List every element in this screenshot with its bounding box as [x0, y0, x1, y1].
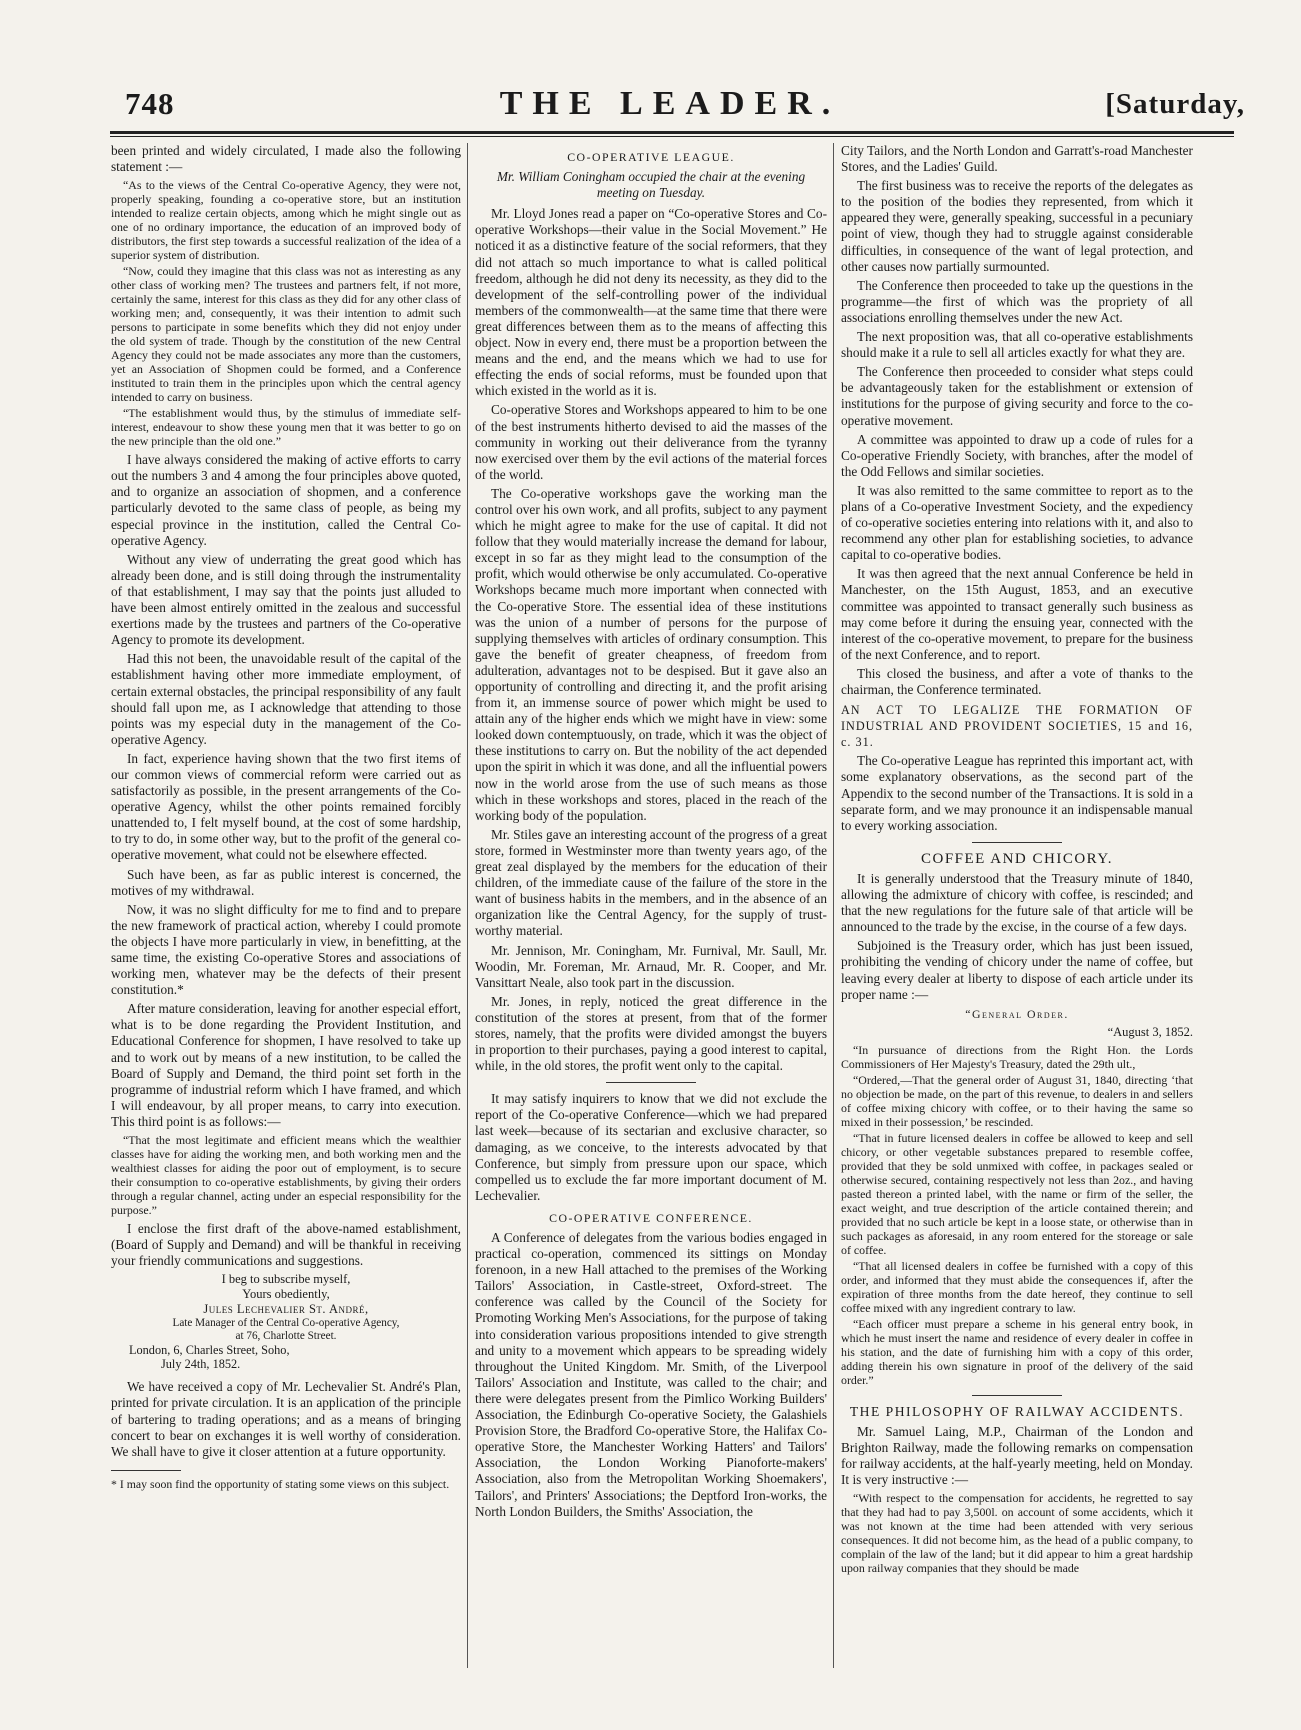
quote-paragraph: “As to the views of the Central Co-operative Agency, they were not, properly speaking, founding a co-operative store, but an institution intended to realize certain objects, among which he might single out as one of no ordinary importance, the education of an improved body of distributors, the first step towards a successful realization of the idea of a superior system of distribution.: [111, 178, 461, 263]
masthead-rule-thin: [110, 136, 1234, 137]
paragraph: Mr. Stiles gave an interesting account of the progress of a great store, formed in Westminster more than twenty years ago, of the great zeal displayed by the members for the education of their children, of the immediate cause of the failure of the store in the want of business habits in the members, and in the absence of an organization like the Central Agency, for the supply of trust-worthy material.: [475, 826, 827, 939]
masthead-rule: [110, 131, 1234, 134]
paragraph: Mr. Samuel Laing, M.P., Chairman of the London and Brighton Railway, made the following remarks on compensation for railway accidents, at the half-yearly meeting, held on Monday. It is very instructive :—: [841, 1423, 1193, 1488]
paragraph: I enclose the first draft of the above-named establishment, (Board of Supply and Demand) and will be thankful in receiving your friendly communications and suggestions.: [111, 1221, 461, 1269]
quote-paragraph: “That in future licensed dealers in coffee be allowed to keep and sell chicory, or other vegetable substances prepared to resemble coffee, provided that they be sold unmixed with coffee, in packages sealed or otherwise secured, containing respectively not less than 2oz., and having pasted thereon a printed label, with the name or firm of the seller, the exact weight, and true description of the article contained therein; and provided that no such article be kept in a loose state, or otherwise than in such packages as aforesaid, in any room entered for the storeage or sale of coffee.: [841, 1130, 1193, 1257]
paragraph: Such have been, as far as public interest is concerned, the motives of my withdrawal.: [111, 866, 461, 898]
quote-paragraph: “The establishment would thus, by the stimulus of immediate self-interest, endeavour to show these young men that it was better to go on the new principle than the old one.”: [111, 406, 461, 449]
paragraph: The Co-operative League has reprinted this important act, with some explanatory observations, as the second part of the Appendix to the second number of the Transactions. It is sold in a separate form, and we may pronounce it an indispensable manual to every working association.: [841, 753, 1193, 833]
quote-paragraph: “Ordered,—That the general order of August 31, 1840, directing ‘that no objection be made, on the part of this revenue, to dealers in and sellers of coffee mixing chicory with coffee, or to their having the same so mixed in their possession,’ be rescinded.: [841, 1072, 1193, 1129]
paragraph: The first business was to receive the reports of the delegates as to the position of the bodies they represented, from which it appeared they were, generally speaking, successful in a pecuniary point of view, though they had to struggle against considerable difficulties, in consequence of the want of legal protection, and other causes now partially surmounted.: [841, 178, 1193, 274]
column-divider-2: [833, 143, 834, 1668]
quote-paragraph: “That all licensed dealers in coffee be furnished with a copy of this order, and informed that they must abide the consequences if, after the expiration of three months from the date hereof, they continue to sell coffee mixed with any ingredient contrary to law.: [841, 1258, 1193, 1315]
newspaper-title: THE LEADER.: [499, 85, 841, 122]
paragraph: Subjoined is the Treasury order, which has just been issued, prohibiting the vending of chicory under the name of coffee, but leaving every dealer at liberty to dispose of each article under its proper name :—: [841, 938, 1193, 1002]
paragraph: This closed the business, and after a vote of thanks to the chairman, the Conference terminated.: [841, 665, 1193, 697]
paragraph: It may satisfy inquirers to know that we did not exclude the report of the Co-operative Conference—which we had prepared last week—because of its sectarian and exclusive character, so damaging, as we conceive, to the interests advocated by that Conference, but simply from pressure upon our space, which compelled us to exclude the far more important document of M. Lechevalier.: [475, 1091, 827, 1203]
paragraph: After mature consideration, leaving for another especial effort, what is to be done regarding the Provident Institution, and Educational Conference for shopmen, I have resolved to take up and to work out by means of a new institution, to be called the Board of Supply and Demand, the third point set forth in the programme of industrial reform which I have framed, and which I will endeavour, by all proper means, to carry into execution. This third point is as follows:—: [111, 1001, 461, 1129]
signature-title: Late Manager of the Central Co-operative Agency,: [172, 1317, 400, 1330]
paragraph: The Conference then proceeded to consider what steps could be advantageously taken for the establishment or extension of institutions for the purpose of giving security and force to the co-operative movement.: [841, 364, 1193, 428]
signature-address: at 76, Charlotte Street.: [235, 1330, 337, 1343]
quote-paragraph: “That the most legitimate and efficient means which the wealthier classes have for aiding the working men, and both working men and the wealthiest classes for aiding the poor out of employment, is to secure their consumption to co-operative establishments, by giving their orders through a regular channel, acting under an especial responsibility for the purpose.”: [111, 1133, 461, 1218]
section-heading: THE PHILOSOPHY OF RAILWAY ACCIDENTS.: [849, 1403, 1185, 1419]
block-quote: [841, 1043, 1193, 1387]
block-quote: [111, 1133, 461, 1217]
paragraph: City Tailors, and the North London and Garratt's-road Manchester Stores, and the Ladies' Guild.: [841, 143, 1193, 175]
quote-paragraph: “Each officer must prepare a scheme in his general entry book, in which he must insert the name and residence of every dealer in coffee in his station, and the date of furnishing him with a copy of this order, adding therein his own signature in proof of the delivery of the said order.”: [841, 1316, 1193, 1387]
section-rule: [606, 1082, 696, 1083]
paragraph: been printed and widely circulated, I made also the following statement :—: [111, 143, 461, 175]
paragraph: The Conference then proceeded to take up the questions in the programme—the first of which was the propriety of all associations enrolling themselves under the new Act.: [841, 277, 1193, 325]
section-heading: CO-OPERATIVE LEAGUE.: [567, 150, 735, 164]
paragraph: Without any view of underrating the great good which has already been done, and is still doing through the instrumentality of that establishment, I may say that the points just alluded to have been almost entirely omitted in the zealous and successful exertions made by the trustees and partners of the Co-operative Agency to promote its development.: [111, 551, 461, 648]
signature-name: Jules Lechevalier St. André,: [203, 1302, 369, 1317]
block-quote: [841, 1491, 1193, 1575]
column-divider-1: [467, 143, 468, 1668]
column-1: [111, 143, 461, 1668]
paragraph: In fact, experience having shown that the two first items of our common views of commercial reform were carried out as satisfactorily as possible, in the present arrangements of the Co-operative Agency, whilst the other points remained forcibly unattended to, I felt myself bound, at the cost of some hardship, to try to do, in some other way, but to the profit of the general co-operative movement, what could not be elsewhere effected.: [111, 750, 461, 863]
paragraph: I have always considered the making of active efforts to carry out the numbers 3 and 4 among the four principles above quoted, and to organize an association of shopmen, and a conference particularly devoted to the same class of people, as being my especial province in the institution, called the Central Co-operative Agency.: [111, 452, 461, 548]
paragraph: We have received a copy of Mr. Lechevalier St. André's Plan, printed for private circulation. It is an application of the principle of bartering to trading operations; and as a means of bringing concert to bear on exchanges it is well worthy of consideration. We shall have to give it closer attention at a future opportunity.: [111, 1379, 461, 1459]
block-quote: [111, 178, 461, 448]
letter-address: London, 6, Charles Street, Soho,: [129, 1343, 290, 1358]
issue-day: [Saturday,: [1105, 88, 1245, 120]
column-2: [475, 143, 827, 1668]
section-heading: CO-OPERATIVE CONFERENCE.: [549, 1210, 753, 1225]
paragraph: A committee was appointed to draw up a code of rules for a Co-operative Friendly Society, with branches, after the model of the Odd Fellows and similar societies.: [841, 431, 1193, 479]
paragraph: The next proposition was, that all co-operative establishments should make it a rule to sell all articles exactly for what they are.: [841, 329, 1193, 361]
paragraph: Mr. Jennison, Mr. Coningham, Mr. Furnival, Mr. Saull, Mr. Woodin, Mr. Foreman, Mr. Arnaud, Mr. R. Cooper, and Mr. Vansittart Neale, also took part in the discussion.: [475, 942, 827, 990]
column-3: [841, 143, 1193, 1668]
paragraph: It is generally understood that the Treasury minute of 1840, allowing the admixture of chicory with coffee, is rescinded; and that the new regulations for the future sale of that article will be announced to the trade by the excise, in the course of a few days.: [841, 870, 1193, 935]
paragraph: Now, it was no slight difficulty for me to find and to prepare the new framework of practical action, whereby I could promote the objects I have more particularly in view, in benefitting, at the same time, the existing Co-operative Stores and associations of working men, whatever may be the defects of their present constitution.*: [111, 901, 461, 998]
section-subheading: Mr. William Coningham occupied the chair at the evening meeting on Tuesday.: [496, 169, 806, 201]
quote-paragraph: “In pursuance of directions from the Right Hon. the Lords Commissioners of Her Majesty's Treasury, dated the 29th ult.,: [841, 1042, 1193, 1071]
paragraph: Mr. Lloyd Jones read a paper on “Co-operative Stores and Co-operative Workshops—their value in the Social Movement.” He noticed it as a distinctive feature of the social reformers, that they did not attach so much importance to what is called political freedom, although he did not deny its necessity, as they did to the development of the self-controlling power of the individual members of the commonwealth—at the same time that there were great differences between them as to the means of affecting this object. Now in every end, there must be a proportion between the means and the end, and the means which we had to use for effecting the ends of social reforms, must be founded upon that which existed in the world as it is.: [475, 206, 827, 399]
letter-date: July 24th, 1852.: [161, 1357, 241, 1372]
order-date: “August 3, 1852.: [1107, 1024, 1193, 1039]
paragraph: It was then agreed that the next annual Conference be held in Manchester, on the 15th August, 1853, and an executive committee was appointed to transact generally such business as may come before it during the ensuing year, connected with the interest of the co-operative movement, to prepare for the business of the next Conference, and to report.: [841, 566, 1193, 662]
act-heading: AN ACT TO LEGALIZE THE FORMATION OF INDUSTRIAL AND PROVIDENT SOCIETIES, 15 and 16, c. 31.: [841, 703, 1193, 750]
order-heading: “General Order.: [965, 1006, 1069, 1021]
paragraph: Mr. Jones, in reply, noticed the great difference in the constitution of the stores at present, from that of the former stores, namely, that the profits were divided amongst the buyers in proportion to their purchases, paying a good interest to capital, while, in the old stores, the profit went only to the capital.: [475, 993, 827, 1074]
section-rule: [972, 1395, 1062, 1396]
paragraph: A Conference of delegates from the various bodies engaged in practical co-operation, commenced its sittings on Monday forenoon, in a new Hall attached to the premises of the Working Tailors' Association, in Castle-street, Oxford-street. The conference was called by the Council of the Society for Promoting Working Men's Associations, for the purpose of taking into consideration various propositions intended to give strength and unity to a movement which appears to be spreading widely throughout the United Kingdom. Mr. Smith, of the Liverpool Tailors' Association and Institute, was called to the chair; and there were delegates present from the Pimlico Working Builders' Association, the Edinburgh Co-operative Society, the Galashiels Provision Store, the Bradford Co-operative Store, the Halifax Co-operative Store, the Manchester Working Hatters' and Tailors' Association, the London Working Pianoforte-makers' Association, also from the Metropolitan Working Shoemakers', Tailors', and Printers' Associations; the Deptford Iron-works, the North London Builders, the Smiths' Association, the: [475, 1230, 827, 1519]
quote-paragraph: “With respect to the compensation for accidents, he regretted to say that they had had to pay 3,500l. on account of some accidents, which it was not known at the time had been attended with very serious consequences. It did not become him, as the head of a public company, to complain of the law of the land; but it did appear to him a great hardship upon railway companies that they should be made: [841, 1491, 1193, 1576]
page-number: 748: [125, 86, 175, 121]
paragraph: The Co-operative workshops gave the working man the control over his own work, and all profits, subject to any payment which he might agree to make for the use of capital. It did not follow that they would materially increase the demand for labour, except in so far as they might lead to the consumption of the profit, which would otherwise be only accumulated. Co-operative Workshops became much more important when connected with the Co-operative Store. The essential idea of these institutions was the union of a number of persons for the purpose of supplying themselves with articles of ordinary consumption. This gave the benefit of greater cheapness, of freedom from adulteration, advantages not to be despised. But it gave also an opportunity of controlling and directing it, and the profit arising from it, an immense source of power which might be used to attain any of the higher ends which we might have in view: some looked down contemptuously, on trade, which it was the object of these institutions to carry on. But the nobility of the act depended upon the spirit in which it was done, and all the influential powers now in the world arose from the use of such means as those which in these workshops and stores, placed in the reach of the working body of the population.: [475, 485, 827, 823]
section-heading: COFFEE AND CHICORY.: [920, 850, 1113, 867]
footnote-rule: [111, 1470, 181, 1471]
signature-line: I beg to subscribe myself,: [221, 1272, 351, 1287]
footnote: * I may soon find the opportunity of stating some views on this subject.: [111, 1476, 450, 1491]
paragraph: Had this not been, the unavoidable result of the capital of the establishment having other more immediate employment, of certain external obstacles, the principal responsibility of any fault should fall upon me, as I acknowledge that attending to those points was my especial duty in the management of the Co-operative Agency.: [111, 651, 461, 747]
signature-line: Yours obediently,: [242, 1287, 330, 1302]
quote-paragraph: “Now, could they imagine that this class was not as interesting as any other class of working men? The trustees and partners felt, if not more, certainly the same, interest for this class as they did for any other class of working men; and, consequently, it was their intention to admit such persons to participate in some benefits which they did not enjoy under the old system of trade. Though by the constitution of the new Central Agency they could not be made associates any more than the customers, yet an Association of Shopmen could be formed, and a Conference instituted to train them in the principles upon which the central agency intended to carry on business.: [111, 264, 461, 405]
paragraph: It was also remitted to the same committee to report as to the plans of a Co-operative Investment Society, and the expediency of co-operative societies entering into relations with it, and also to recommend any other plan for establishing societies, to advance capital to co-operative bodies.: [841, 482, 1193, 563]
paragraph: Co-operative Stores and Workshops appeared to him to be one of the best instruments hitherto devised to aid the masses of the community in working out their deliverance from the tyranny now exercised over them by the evil actions of the material forces of the world.: [475, 402, 827, 482]
masthead: [95, 82, 1245, 126]
section-rule: [972, 842, 1062, 843]
